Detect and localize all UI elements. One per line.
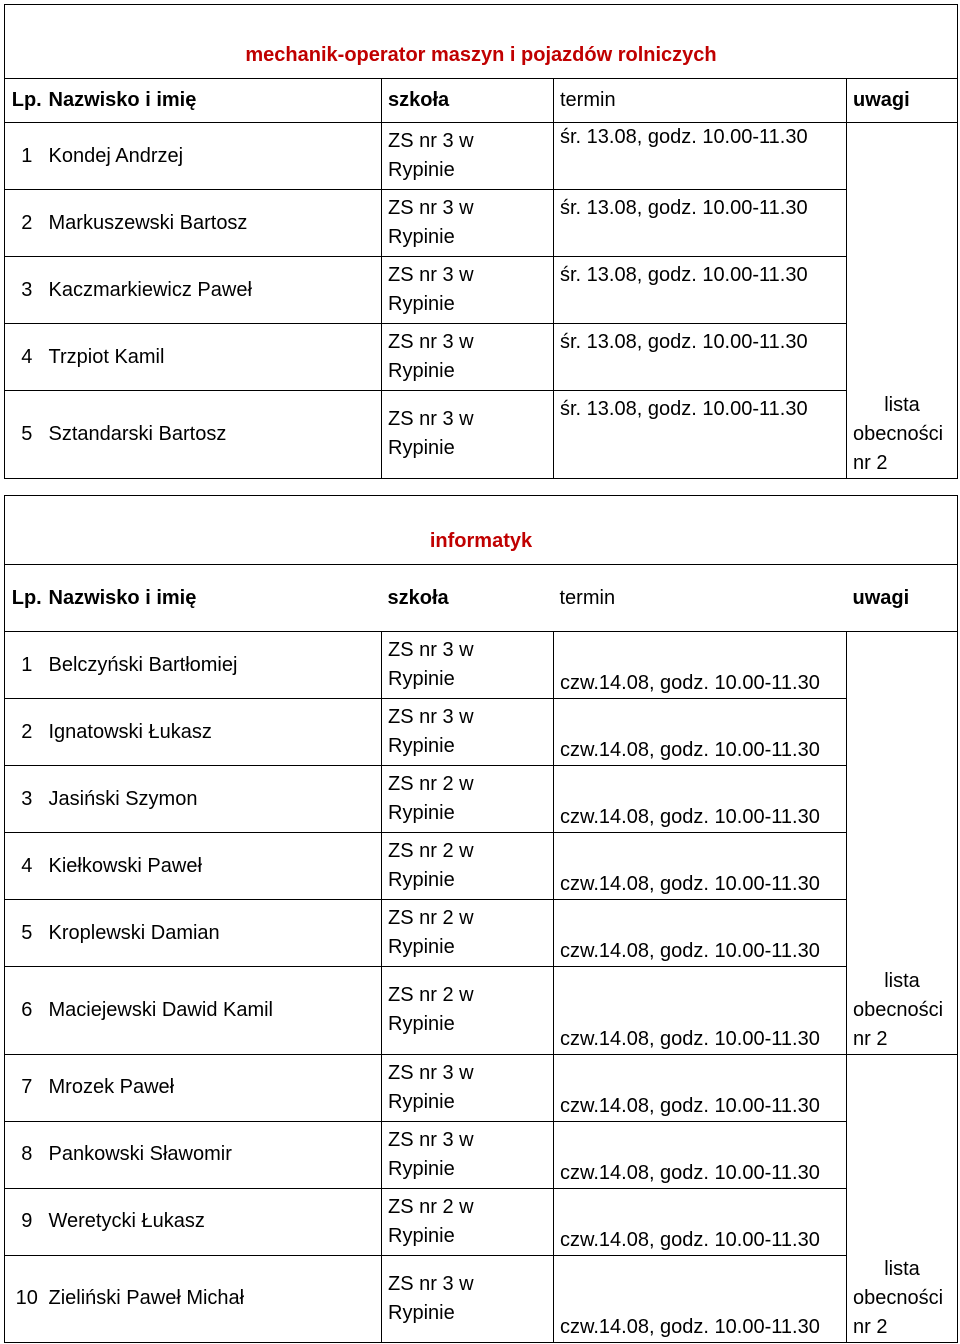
header-name: Nazwisko i imię: [49, 79, 382, 123]
row-school: ZS nr 2 w Rypinie: [382, 766, 554, 833]
row-remark: [847, 833, 958, 900]
row-term: śr. 13.08, godz. 10.00-11.30: [554, 324, 847, 391]
table-row: [5, 324, 958, 391]
row-school: ZS nr 3 w Rypinie: [382, 190, 554, 257]
remark-attendance-list: lista obecności nr 2: [847, 391, 958, 479]
row-name: Markuszewski Bartosz: [49, 190, 382, 257]
row-name: Kondej Andrzej: [49, 123, 382, 190]
row-name: Zieliński Paweł Michał: [49, 1255, 382, 1343]
row-remark: [847, 900, 958, 967]
table-row: [5, 391, 958, 479]
row-school: ZS nr 3 w Rypinie: [382, 1121, 554, 1188]
row-school: ZS nr 3 w Rypinie: [382, 257, 554, 324]
row-lp: 4: [5, 833, 49, 900]
table-row: [5, 766, 958, 833]
row-name: Pankowski Sławomir: [49, 1121, 382, 1188]
row-school: ZS nr 2 w Rypinie: [382, 900, 554, 967]
row-term: czw.14.08, godz. 10.00-11.30: [554, 833, 847, 900]
remark-attendance-list: lista obecności nr 2: [847, 967, 958, 1055]
row-term: czw.14.08, godz. 10.00-11.30: [554, 1255, 847, 1343]
row-lp: 2: [5, 190, 49, 257]
row-name: Weretycki Łukasz: [49, 1188, 382, 1255]
row-term: czw.14.08, godz. 10.00-11.30: [554, 632, 847, 699]
row-remark: [847, 190, 958, 257]
row-lp: 7: [5, 1054, 49, 1121]
table-row: [5, 1188, 958, 1255]
header-lp: Lp.: [5, 79, 49, 123]
row-term: czw.14.08, godz. 10.00-11.30: [554, 766, 847, 833]
row-name: Jasiński Szymon: [49, 766, 382, 833]
row-term: czw.14.08, godz. 10.00-11.30: [554, 967, 847, 1055]
header-lp: Lp.: [5, 565, 49, 632]
table-row: [5, 967, 958, 1055]
row-term: czw.14.08, godz. 10.00-11.30: [554, 1188, 847, 1255]
row-name: Kiełkowski Paweł: [49, 833, 382, 900]
remark-attendance-list: lista obecności nr 2: [847, 1255, 958, 1343]
row-term: czw.14.08, godz. 10.00-11.30: [554, 699, 847, 766]
table-row: [5, 1054, 958, 1121]
row-school: ZS nr 3 w Rypinie: [382, 1054, 554, 1121]
table-row: [5, 833, 958, 900]
row-lp: 3: [5, 257, 49, 324]
row-school: ZS nr 3 w Rypinie: [382, 391, 554, 479]
section-title: mechanik-operator maszyn i pojazdów rolniczych: [5, 5, 958, 79]
row-school: ZS nr 3 w Rypinie: [382, 699, 554, 766]
row-school: ZS nr 2 w Rypinie: [382, 967, 554, 1055]
header-school: szkoła: [382, 79, 554, 123]
row-lp: 4: [5, 324, 49, 391]
row-term: śr. 13.08, godz. 10.00-11.30: [554, 257, 847, 324]
row-lp: 8: [5, 1121, 49, 1188]
table-row: [5, 123, 958, 190]
header-remarks: uwagi: [847, 79, 958, 123]
section-title: informatyk: [5, 496, 958, 565]
row-school: ZS nr 3 w Rypinie: [382, 324, 554, 391]
table-row: [5, 190, 958, 257]
row-lp: 10: [5, 1255, 49, 1343]
row-term: śr. 13.08, godz. 10.00-11.30: [554, 123, 847, 190]
row-lp: 9: [5, 1188, 49, 1255]
row-school: ZS nr 3 w Rypinie: [382, 123, 554, 190]
row-remark: [847, 1121, 958, 1188]
mechanik-table: [4, 4, 958, 479]
row-remark: [847, 766, 958, 833]
header-school: szkoła: [382, 565, 554, 632]
row-term: czw.14.08, godz. 10.00-11.30: [554, 1054, 847, 1121]
table-row: [5, 699, 958, 766]
row-name: Kaczmarkiewicz Paweł: [49, 257, 382, 324]
row-lp: 3: [5, 766, 49, 833]
header-term: termin: [554, 565, 847, 632]
header-name: Nazwisko i imię: [49, 565, 382, 632]
row-name: Sztandarski Bartosz: [49, 391, 382, 479]
row-lp: 5: [5, 391, 49, 479]
row-remark: [847, 1054, 958, 1121]
table-row: [5, 900, 958, 967]
table-row: [5, 257, 958, 324]
row-lp: 6: [5, 967, 49, 1055]
row-term: czw.14.08, godz. 10.00-11.30: [554, 1121, 847, 1188]
row-remark: [847, 324, 958, 391]
row-remark: [847, 632, 958, 699]
row-name: Kroplewski Damian: [49, 900, 382, 967]
row-school: ZS nr 2 w Rypinie: [382, 833, 554, 900]
informatyk-table: [4, 495, 958, 1343]
row-lp: 1: [5, 123, 49, 190]
row-lp: 1: [5, 632, 49, 699]
row-school: ZS nr 3 w Rypinie: [382, 632, 554, 699]
row-school: ZS nr 2 w Rypinie: [382, 1188, 554, 1255]
row-remark: [847, 123, 958, 190]
row-name: Maciejewski Dawid Kamil: [49, 967, 382, 1055]
row-name: Belczyński Bartłomiej: [49, 632, 382, 699]
row-remark: [847, 1188, 958, 1255]
table-row: [5, 632, 958, 699]
row-term: śr. 13.08, godz. 10.00-11.30: [554, 190, 847, 257]
row-remark: [847, 699, 958, 766]
row-school: ZS nr 3 w Rypinie: [382, 1255, 554, 1343]
row-name: Mrozek Paweł: [49, 1054, 382, 1121]
header-term: termin: [554, 79, 847, 123]
row-name: Trzpiot Kamil: [49, 324, 382, 391]
header-remarks: uwagi: [847, 565, 958, 632]
row-lp: 2: [5, 699, 49, 766]
table-row: [5, 1121, 958, 1188]
row-term: czw.14.08, godz. 10.00-11.30: [554, 900, 847, 967]
row-lp: 5: [5, 900, 49, 967]
row-name: Ignatowski Łukasz: [49, 699, 382, 766]
table-row: [5, 1255, 958, 1343]
row-remark: [847, 257, 958, 324]
row-term: śr. 13.08, godz. 10.00-11.30: [554, 391, 847, 479]
